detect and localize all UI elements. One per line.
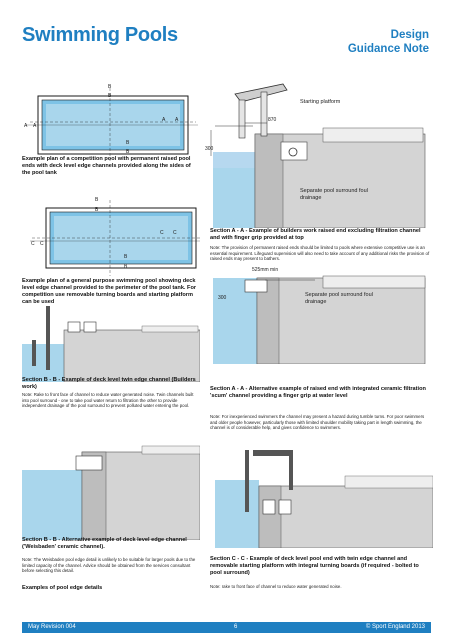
footer-bar xyxy=(22,622,431,633)
section-c-drawing xyxy=(205,440,433,548)
guidance-line-2: Guidance Note xyxy=(347,43,429,55)
page-title: Swimming Pools xyxy=(22,24,178,46)
plan2-marker-c-right2: C xyxy=(173,230,177,236)
plan-competition-pool xyxy=(22,82,202,166)
dimension-525: 525mm min xyxy=(252,267,279,273)
page-number: 6 xyxy=(234,624,238,630)
plan1-marker-b-top: B xyxy=(108,84,112,90)
section-a-alternative-drawing xyxy=(205,272,433,364)
plan1-caption: Example plan of a competition pool with permanent raised pool ends with deck level edge channels provided along the sides of the pool tank xyxy=(22,156,191,176)
plan2-marker-b-top: B xyxy=(95,197,99,203)
plan1-marker-a-left: A xyxy=(24,123,28,129)
section-b-weisbaden-caption: Section B - B - Alternative example of deck level edge channel ('Weisbaden' ceramic channel). xyxy=(22,537,187,550)
plan2-marker-b-bottom2: B xyxy=(124,264,128,270)
plan1-marker-b-top2: B xyxy=(108,93,112,99)
plan1-marker-a-left2: A xyxy=(33,123,37,129)
section-a-note: Note: The provision of permanent raised ends should be limited to pools where extensive competitive use is an essential requirement. Lifeguard supervision will also need to take account of any additional risks the provision of raised ends may present to bathers. xyxy=(210,245,430,261)
section-b-weisbaden-note: Note: The Weisbaden pool edge detail is unlikely to be suitable for larger pools due to the limited capacity of the channel. Advice should be obtained from the services consultant before selecting this detail. xyxy=(22,557,196,573)
plan2-marker-c-left: C xyxy=(31,241,35,247)
plan1-marker-b-bottom: B xyxy=(126,140,130,146)
section-a-alternative-caption: Section A - A - Alternative example of raised end with integrated ceramic filtration 'scum' channel providing a finger grip at water level xyxy=(210,386,426,399)
section-c-caption: Section C - C - Example of deck level pool end with twin edge channel and removable starting platform with integral turning boards (if required - bolted to pool surround) xyxy=(210,556,419,576)
plan1-marker-a-right2: A xyxy=(175,117,179,123)
dimension-870: 870 xyxy=(268,117,277,123)
plan-general-pool xyxy=(22,198,202,278)
footer-revision: May Revision 004 xyxy=(28,624,76,630)
guidance-line-1: Design xyxy=(390,29,429,41)
section-a-alternative-note: Note: For inexperienced swimmers the channel may present a hazard during tumble turns. For poor swimmers and older people however, particularly those with limited shoulder mobility taking part in length swimming, the channel is of considerable help, and gives confidence to swimmers. xyxy=(210,414,425,430)
section-c-note: Note: rake to front face of channel to reduce water generated noise. xyxy=(210,584,342,589)
plan2-caption: Example plan of a general purpose swimming pool showing deck level edge channel provided to the perimeter of the pool tank. For competition use removable turning boards and starting platform can be used xyxy=(22,278,197,305)
label-starting-platform: Starting platform xyxy=(300,99,341,105)
plan2-marker-c-right: C xyxy=(160,230,164,236)
pool-edge-details-subcaption: Examples of pool edge details xyxy=(22,585,103,591)
plan2-marker-b-top2: B xyxy=(95,207,99,213)
section-b-builders-caption: Section B - B - Example of deck level twin edge channel (Builders work) xyxy=(22,377,196,390)
plan2-marker-c-left2: C xyxy=(40,241,44,247)
section-b-builders-drawing xyxy=(22,300,200,382)
label-foul-drainage-alt: Separate pool surround foul drainage xyxy=(305,292,373,305)
section-a-caption: Section A - A - Example of builders work raised end excluding filtration channel and with finger grip provided at top xyxy=(210,228,421,241)
guidance-note-heading xyxy=(348,28,429,56)
section-b-builders-note: Note: Rake to front face of channel to reduce water generated noise. Twin channels built into pool surround - one to take pool water return to filtration the other to provide independent drainage of the pool surround to prevent polluted water entering the pool. xyxy=(22,392,194,408)
plan1-marker-b-bottom2: B xyxy=(126,149,130,155)
section-b-weisbaden-drawing xyxy=(22,430,200,540)
plan1-marker-a-right: A xyxy=(162,117,166,123)
label-foul-drainage: Separate pool surround foul drainage xyxy=(300,188,368,201)
footer-copyright: © Sport England 2013 xyxy=(365,624,425,630)
dimension-300-alt: 300 xyxy=(218,295,227,301)
dimension-300: 300 xyxy=(205,146,214,152)
plan2-marker-b-bottom: B xyxy=(124,254,128,260)
